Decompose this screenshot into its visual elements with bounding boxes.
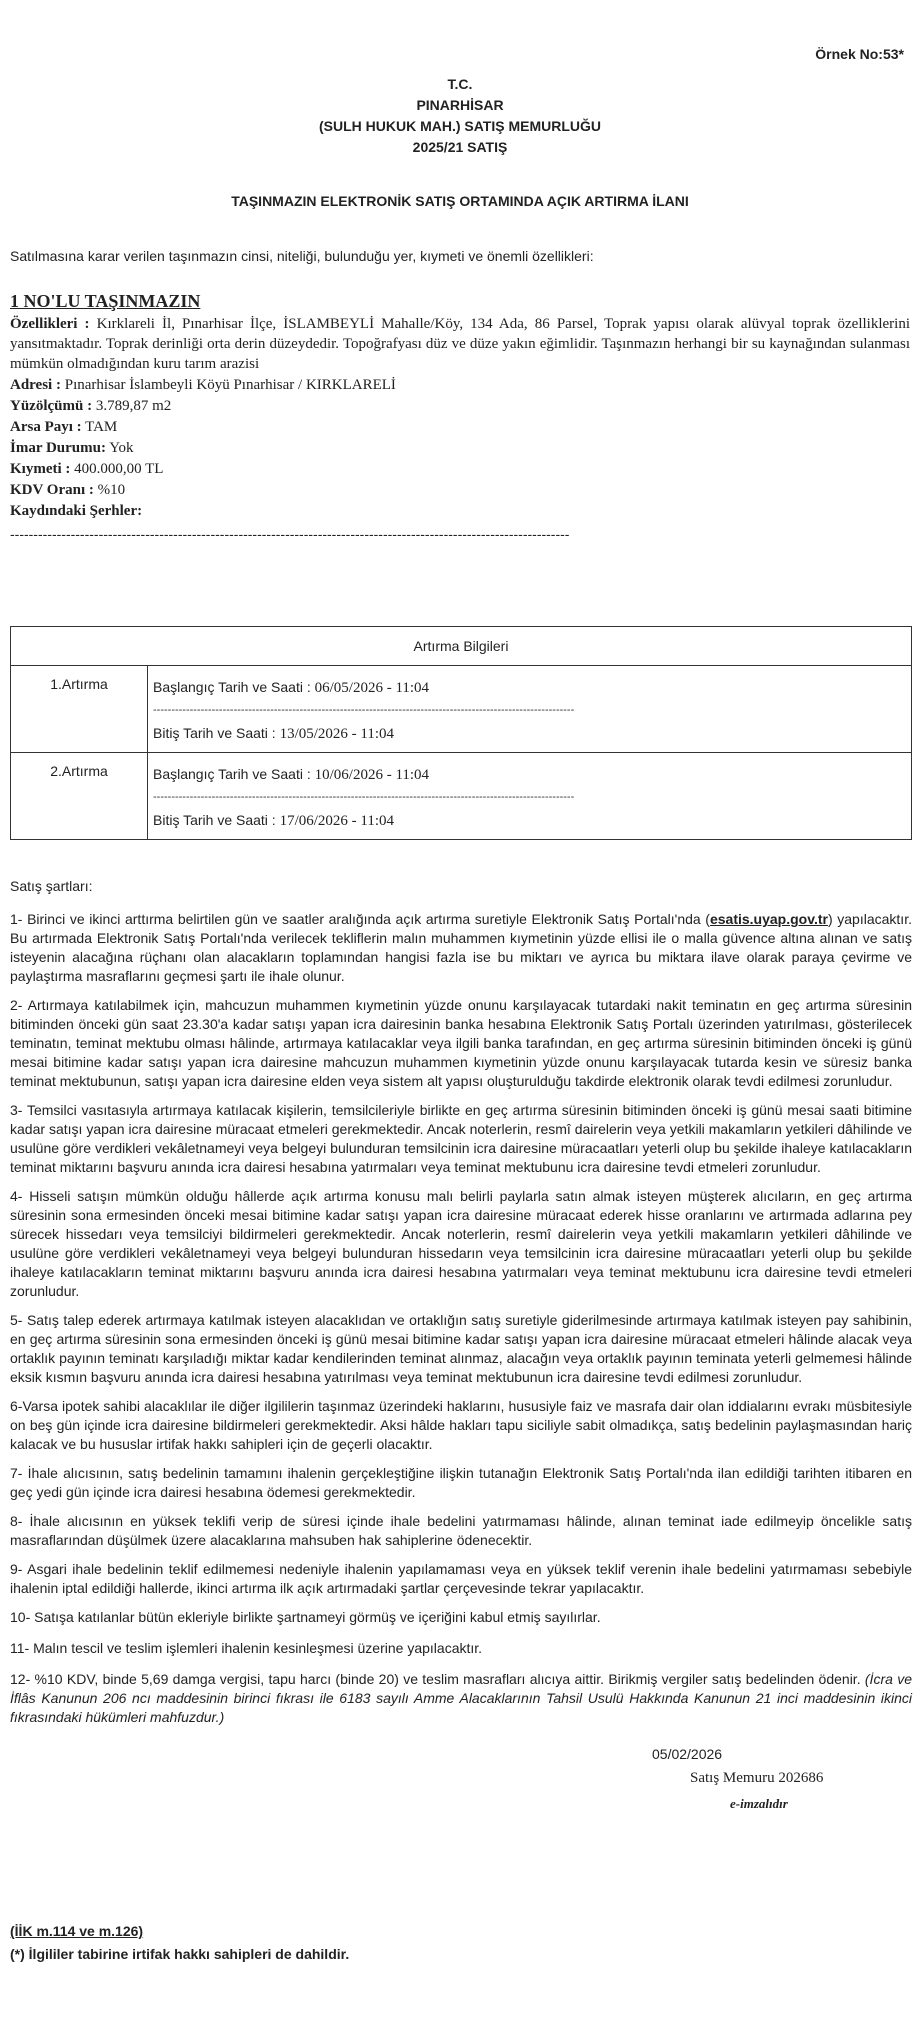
arsa-payi-value: TAM [85, 419, 118, 435]
ornek-no: Örnek No:53* [815, 46, 904, 62]
adresi-label: Adresi : [10, 377, 61, 393]
sart-8: 8- İhale alıcısının en yüksek teklifi verip de süresi içinde ihale bedelini yatırmaması hâlinde, alınan teminat iade edilmeyip öncelikle satış masraflarından düşülmek üzere alacaklarına mahsuben hak sahiplerine ödenecektir. [10, 1513, 912, 1548]
artirma-dates [148, 753, 912, 840]
bitis-line [153, 722, 911, 744]
divider-dashes: ------------------------------------------------------------------------------------------------------------------------ [10, 526, 570, 542]
adresi-value: Pınarhisar İslambeyli Köyü Pınarhisar / KIRKLARELİ [64, 377, 396, 393]
satis-sartlari [10, 877, 912, 1737]
satis-memuru: Satış Memuru 202686 [690, 1770, 824, 1786]
artirma-table [10, 626, 912, 840]
kdv-value: %10 [97, 482, 126, 498]
arsa-payi-label: Arsa Payı : [10, 419, 82, 435]
sart-12-text: 12- %10 KDV, binde 5,69 damga vergisi, tapu harcı (binde 20) ve teslim masrafları alıcıya aittir. Birikmiş vergiler satış bedelinden ödenir. [10, 1671, 865, 1687]
sart-5: 5- Satış talep ederek artırmaya katılmak isteyen alacaklıdan ve ortaklığın satış suretiyle giderilmesinde artırmaya katılmak isteyen pay sahibinin, en geç artırma süresinin sona ermesinden önceki iş günü mesai bitimine kadar satışı yapan icra dairesine müracaat etmeleri hâlinde alacak veya ortaklık payının teminatı karşıladığı miktar kadar kendilerinden teminat alınmaz, alacağın veya ortaklık payının teminata yeterli gelmemesi hâlinde eksik kısmın başvuru anında icra dairesi hesabına yatırılması veya teminat mektubunun icra dairesine tevdi edilmesi zorunludur. [10, 1312, 912, 1385]
baslangic-line [153, 763, 911, 785]
kdv-label: KDV Oranı : [10, 482, 94, 498]
document-date: 05/02/2026 [652, 1746, 723, 1762]
baslangic-value: 10/06/2026 - 11:04 [314, 767, 430, 783]
kiymeti-label: Kıymeti : [10, 461, 71, 477]
kiymeti-value: 400.000,00 TL [74, 461, 164, 477]
tasinmaz-section [10, 290, 910, 522]
baslangic-label: Başlangıç Tarih ve Saati : [153, 766, 315, 782]
ozellikleri-row [10, 314, 910, 374]
sart-10: 10- Satışa katılanlar bütün ekleriyle birlikte şartnameyi görmüş ve içeriğini kabul etmiş sayılırlar. [10, 1609, 601, 1625]
sart-11: 11- Malın tescil ve teslim işlemleri ihalenin kesinleşmesi üzerine yapılacaktır. [10, 1640, 483, 1656]
intro-text: Satılmasına karar verilen taşınmazın cinsi, niteliği, bulunduğu yer, kıymeti ve önemli özellikleri: [10, 248, 594, 264]
sart-2: 2- Artırmaya katılabilmek için, mahcuzun muhammen kıymetinin yüzde onunu karşılayacak tutardaki nakit teminatın en geç artırma süresinin bitiminden önceki gün saat 23.30'a kadar satışı yapan icra dairesinin banka hesabına Elektronik Satış Portalı üzerinden yatırılması, gösterilecek teminatın, teminat mektubu olması hâlinde, artırmaya katılacaklar veya ilgili banka tarafından, en geç artırma süresinin bitiminden önceki iş günü mesai bitimine kadar satışı yapan icra dairesine mahcuzun muhammen kıymetinin yüzde onunu karşılayacak tutarda kesin ve süresiz banka teminat mektubunun, satışı yapan icra dairesine elden veya sistem alt yapısı oluşturulduğu takdirde elektronik olarak tevdi edilmesi zorunludur. [10, 997, 912, 1089]
imar-row [10, 438, 910, 458]
arsa-payi-row [10, 417, 910, 437]
bitis-line [153, 809, 911, 831]
ilgililer-note: (*) İlgililer tabirine irtifak hakkı sahipleri de dahildir. [10, 1946, 350, 1962]
bitis-value: 13/05/2026 - 11:04 [279, 726, 395, 742]
sart-12-note: (İcra ve İflâs Kanunun 206 ncı maddesinin birinci fıkrası ile 6183 sayılı Amme Alacaklarının Tahsil Usulü Hakkında Kanunun 21 inci maddesinin ikinci fıkrasındaki hükümleri mahfuzdur.) [10, 1671, 912, 1725]
sart-1-text-b: ) yapılacaktır. Bu artırmada Elektronik Satış Portalı'nda verilecek tekliflerin malın muhammen kıymetinin yüzde ellisi ile o malla güvence altına alınan ve satış isteyenin alacağına rüçhanı olan alacakların toplamından hangisi fazla ise bu miktarı ve ayrıca bu miktara ilave olarak paraya çevirme ve paylaştırma masraflarını geçmesi şartı ile ihale olunur. [10, 911, 912, 984]
sartlar-heading: Satış şartları: [10, 878, 93, 894]
header-file-no: 2025/21 SATIŞ [412, 139, 508, 155]
artirma-label: 1.Artırma [11, 666, 148, 753]
ozellikleri-value: Kırklareli İl, Pınarhisar İlçe, İSLAMBEYLİ Mahalle/Köy, 134 Ada, 86 Parsel, Toprak yapısı olarak alüvyal toprak özelliklerini yansıtmaktadır. Toprak derinliği orta derin düzeydedir. Topoğrafyası düz ve düze yakın eğimlidir. Taşınmazın herhangi bir su kaynağından sulanması mümkün olmadığından kuru tarım arazisi [10, 316, 910, 372]
iik-reference: (İİK m.114 ve m.126) [10, 1923, 144, 1939]
baslangic-label: Başlangıç Tarih ve Saati : [153, 679, 315, 695]
yuzolcumu-value: 3.789,87 m2 [95, 398, 172, 414]
kiymeti-row [10, 459, 910, 479]
document-header [0, 74, 920, 158]
serhler-row [10, 501, 910, 521]
baslangic-value: 06/05/2026 - 11:04 [314, 680, 430, 696]
artirma-dates [148, 666, 912, 753]
kdv-row [10, 480, 910, 500]
serhler-label: Kaydındaki Şerhler: [10, 503, 143, 519]
header-tc: T.C. [447, 76, 473, 92]
sart-1 [10, 910, 912, 986]
artirma-row-1 [11, 666, 912, 753]
adresi-row [10, 375, 910, 395]
imar-value: Yok [109, 440, 134, 456]
sart-1-text-a: 1- Birinci ve ikinci arttırma belirtilen gün ve saatler aralığında açık artırma suretiyle Elektronik Satış Portalı'nda ( [10, 911, 710, 927]
date-separator: ------------------------------------------------------------------------------------------------------------------- [153, 791, 575, 803]
imar-label: İmar Durumu: [10, 440, 106, 456]
sart-3: 3- Temsilci vasıtasıyla artırmaya katılacak kişilerin, temsilcileriyle birlikte en geç artırma süresinin bitiminden önceki iş günü mesai saati bitimine kadar satışı yapan icra dairesine müracaat etmeleri gerekmektedir. Ancak noterlerin, resmî dairelerin veya yetkili makamların yetkileri dâhilinde ve usulüne göre verdikleri vekâletnameyi veya belgeyi bulunduran temsilcinin icra dairesine müracaatları yeterli olup bu şekilde ihaleye katılacakların teminat miktarını başvuru anında icra dairesi hesabına yatırmaları veya teminat mektubunu icra dairesine tevdi etmeleri zorunludur. [10, 1102, 912, 1175]
yuzolcumu-label: Yüzölçümü : [10, 398, 93, 414]
bitis-value: 17/06/2026 - 11:04 [279, 813, 395, 829]
sart-7: 7- İhale alıcısının, satış bedelinin tamamını ihalenin gerçekleştiğine ilişkin tutanağın Elektronik Satış Portalı'nda ilan edildiği tarihten itibaren en geç yedi gün içinde icra dairesi hesabına ödemesi gerekmektedir. [10, 1465, 912, 1500]
e-signature: e-imzalıdır [730, 1796, 788, 1811]
header-office: (SULH HUKUK MAH.) SATIŞ MEMURLUĞU [318, 118, 602, 134]
esatis-link[interactable]: esatis.uyap.gov.tr [709, 911, 828, 927]
date-separator: ------------------------------------------------------------------------------------------------------------------- [153, 704, 575, 716]
ozellikleri-label: Özellikleri : [10, 316, 90, 332]
artirma-table-header: Artırma Bilgileri [11, 627, 912, 666]
sart-9: 9- Asgari ihale bedelinin teklif edilmemesi nedeniyle ihalenin yapılamaması veya en yüksek teklif verenin ihale bedelini yatırmaması sebebiyle ihalenin iptal edildiği hallerde, ikinci artırma ilk açık artırmadaki şartlar çerçevesinde tekrar yapılacaktır. [10, 1561, 912, 1596]
sart-4: 4- Hisseli satışın mümkün olduğu hâllerde açık artırma konusu malı belirli paylarla satın almak isteyen müşterek alıcıların, en geç artırma süresinin sona ermesinden önceki mesai bitimine kadar satışı yapan icra dairesine müracaat ederek hisse oranlarını ve artırmada adlarına pey sürecek hissedarı veya temsilciyi bildirmeleri gerekmektedir. Ancak noterlerin, resmî dairelerin veya yetkili makamların yetkileri dâhilinde ve usulüne göre verdikleri vekâletnameyi veya belgeyi bulunduran hissedarın veya temsilcinin icra dairesine müracaatları yeterli olup bu şekilde ihaleye katılacakların teminat miktarını başvuru anında icra dairesi hesabına yatırmaları veya teminat mektubunu icra dairesine tevdi etmeleri zorunludur. [10, 1188, 912, 1299]
sart-6: 6-Varsa ipotek sahibi alacaklılar ile diğer ilgililerin taşınmaz üzerindeki haklarını, hususiyle faiz ve masrafa dair olan iddialarını evrakı müsbitesiyle on beş gün içinde icra dairesine bildirmeleri gerekmektedir. Aksi hâlde hakları tapu siciliyle sabit olmadıkça, satış bedelinin paylaşmasından hariç kalacak ve bu hususlar irtifak hakkı sahipleri için de geçerli olacaktır. [10, 1398, 912, 1452]
ilan-title: TAŞINMAZIN ELEKTRONİK SATIŞ ORTAMINDA AÇIK ARTIRMA İLANI [231, 193, 689, 209]
bitis-label: Bitiş Tarih ve Saati : [153, 725, 280, 741]
sart-12 [10, 1670, 912, 1727]
baslangic-line [153, 676, 911, 698]
artirma-row-2 [11, 753, 912, 840]
tasinmaz-title: 1 NO'LU TAŞINMAZIN [10, 291, 201, 311]
yuzolcumu-row [10, 396, 910, 416]
artirma-label: 2.Artırma [11, 753, 148, 840]
bitis-label: Bitiş Tarih ve Saati : [153, 812, 280, 828]
header-location: PINARHİSAR [416, 97, 504, 113]
